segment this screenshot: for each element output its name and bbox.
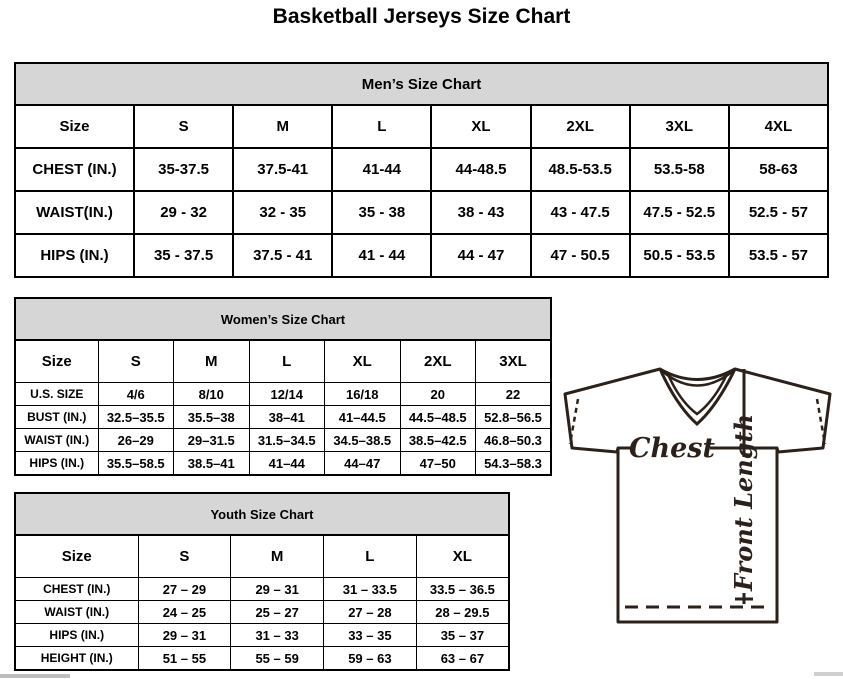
size-cell: 44 - 47 — [431, 234, 530, 277]
column-header-row — [15, 105, 828, 148]
table-row — [15, 191, 828, 234]
size-cell: 53.5-58 — [630, 148, 729, 191]
row-label: BUST (IN.) — [15, 406, 98, 429]
column-header: XL — [416, 535, 509, 578]
column-header: 2XL — [531, 105, 630, 148]
column-header: M — [233, 105, 332, 148]
table-row — [15, 234, 828, 277]
size-cell: 48.5-53.5 — [531, 148, 630, 191]
size-cell: 29 – 31 — [231, 578, 324, 601]
front-length-label: Front Length — [729, 413, 758, 591]
column-header: XL — [431, 105, 530, 148]
size-cell: 26–29 — [98, 429, 174, 452]
size-cell: 53.5 - 57 — [729, 234, 828, 277]
size-cell: 31 – 33 — [231, 624, 324, 647]
row-label: CHEST (IN.) — [15, 578, 138, 601]
size-cell: 12/14 — [249, 383, 325, 406]
column-header-row — [15, 340, 551, 383]
page-title: Basketball Jerseys Size Chart — [272, 5, 571, 28]
column-header: S — [138, 535, 231, 578]
size-cell: 27 – 29 — [138, 578, 231, 601]
size-cell: 27 – 28 — [324, 601, 417, 624]
size-cell: 24 – 25 — [138, 601, 231, 624]
size-cell: 38 - 43 — [431, 191, 530, 234]
size-cell: 38.5–42.5 — [400, 429, 476, 452]
size-cell: 44.5–48.5 — [400, 406, 476, 429]
table-row — [15, 601, 509, 624]
size-cell: 44–47 — [325, 452, 401, 476]
column-header-row — [15, 535, 509, 578]
size-cell: 38.5–41 — [174, 452, 250, 476]
size-cell: 29 – 31 — [138, 624, 231, 647]
size-cell: 58-63 — [729, 148, 828, 191]
row-label: HEIGHT (IN.) — [15, 647, 138, 671]
size-cell: 35 - 38 — [332, 191, 431, 234]
size-cell: 41 - 44 — [332, 234, 431, 277]
size-cell: 22 — [476, 383, 552, 406]
row-label: HIPS (IN.) — [15, 452, 98, 476]
size-cell: 31.5–34.5 — [249, 429, 325, 452]
size-cell: 47–50 — [400, 452, 476, 476]
size-cell: 47 - 50.5 — [531, 234, 630, 277]
table-title: Men’s Size Chart — [15, 63, 828, 105]
column-header: L — [249, 340, 325, 383]
womens-size-table — [14, 297, 552, 476]
table-title: Women’s Size Chart — [15, 298, 551, 340]
size-cell: 37.5-41 — [233, 148, 332, 191]
table-row — [15, 429, 551, 452]
size-cell: 31 – 33.5 — [324, 578, 417, 601]
column-header: L — [324, 535, 417, 578]
column-header: Size — [15, 535, 138, 578]
size-cell: 50.5 - 53.5 — [630, 234, 729, 277]
column-header: S — [98, 340, 174, 383]
mens-size-table — [14, 62, 829, 278]
youth-size-table — [14, 492, 510, 671]
column-header: 2XL — [400, 340, 476, 383]
table-row — [15, 647, 509, 671]
row-label: WAIST (IN.) — [15, 601, 138, 624]
size-cell: 46.8–50.3 — [476, 429, 552, 452]
scrollbar-fragment-right[interactable] — [814, 672, 843, 676]
table-row — [15, 624, 509, 647]
row-label: U.S. SIZE — [15, 383, 98, 406]
size-cell: 52.5 - 57 — [729, 191, 828, 234]
table-row — [15, 406, 551, 429]
row-label: HIPS (IN.) — [15, 624, 138, 647]
table-row — [15, 452, 551, 476]
size-cell: 8/10 — [174, 383, 250, 406]
size-cell: 29–31.5 — [174, 429, 250, 452]
jersey-outline-shape — [565, 369, 830, 622]
column-header: 4XL — [729, 105, 828, 148]
size-cell: 35 - 37.5 — [134, 234, 233, 277]
size-cell: 41–44 — [249, 452, 325, 476]
size-cell: 52.8–56.5 — [476, 406, 552, 429]
size-cell: 47.5 - 52.5 — [630, 191, 729, 234]
column-header: Size — [15, 340, 98, 383]
size-cell: 20 — [400, 383, 476, 406]
column-header: M — [231, 535, 324, 578]
scrollbar-fragment-left[interactable] — [0, 674, 70, 678]
chest-label: Chest — [629, 433, 715, 464]
size-cell: 51 – 55 — [138, 647, 231, 671]
row-label: WAIST (IN.) — [15, 429, 98, 452]
size-cell: 34.5–38.5 — [325, 429, 401, 452]
size-cell: 37.5 - 41 — [233, 234, 332, 277]
table-title: Youth Size Chart — [15, 493, 509, 535]
table-row — [15, 578, 509, 601]
column-header: 3XL — [476, 340, 552, 383]
size-cell: 16/18 — [325, 383, 401, 406]
size-cell: 43 - 47.5 — [531, 191, 630, 234]
size-cell: 55 – 59 — [231, 647, 324, 671]
size-cell: 44-48.5 — [431, 148, 530, 191]
jersey-diagram — [556, 358, 840, 642]
size-cell: 32 - 35 — [233, 191, 332, 234]
size-cell: 35 – 37 — [416, 624, 509, 647]
table-row — [15, 383, 551, 406]
column-header: S — [134, 105, 233, 148]
table-row — [15, 148, 828, 191]
size-cell: 33.5 – 36.5 — [416, 578, 509, 601]
column-header: Size — [15, 105, 134, 148]
row-label: CHEST (IN.) — [15, 148, 134, 191]
size-cell: 41-44 — [332, 148, 431, 191]
size-cell: 38–41 — [249, 406, 325, 429]
size-cell: 28 – 29.5 — [416, 601, 509, 624]
size-cell: 29 - 32 — [134, 191, 233, 234]
size-cell: 59 – 63 — [324, 647, 417, 671]
row-label: HIPS (IN.) — [15, 234, 134, 277]
size-cell: 35.5–58.5 — [98, 452, 174, 476]
column-header: 3XL — [630, 105, 729, 148]
row-label: WAIST(IN.) — [15, 191, 134, 234]
size-cell: 54.3–58.3 — [476, 452, 552, 476]
size-cell: 33 – 35 — [324, 624, 417, 647]
size-cell: 63 – 67 — [416, 647, 509, 671]
size-cell: 41–44.5 — [325, 406, 401, 429]
column-header: L — [332, 105, 431, 148]
size-cell: 32.5–35.5 — [98, 406, 174, 429]
size-cell: 25 – 27 — [231, 601, 324, 624]
column-header: XL — [325, 340, 401, 383]
size-cell: 35.5–38 — [174, 406, 250, 429]
column-header: M — [174, 340, 250, 383]
size-cell: 4/6 — [98, 383, 174, 406]
size-cell: 35-37.5 — [134, 148, 233, 191]
